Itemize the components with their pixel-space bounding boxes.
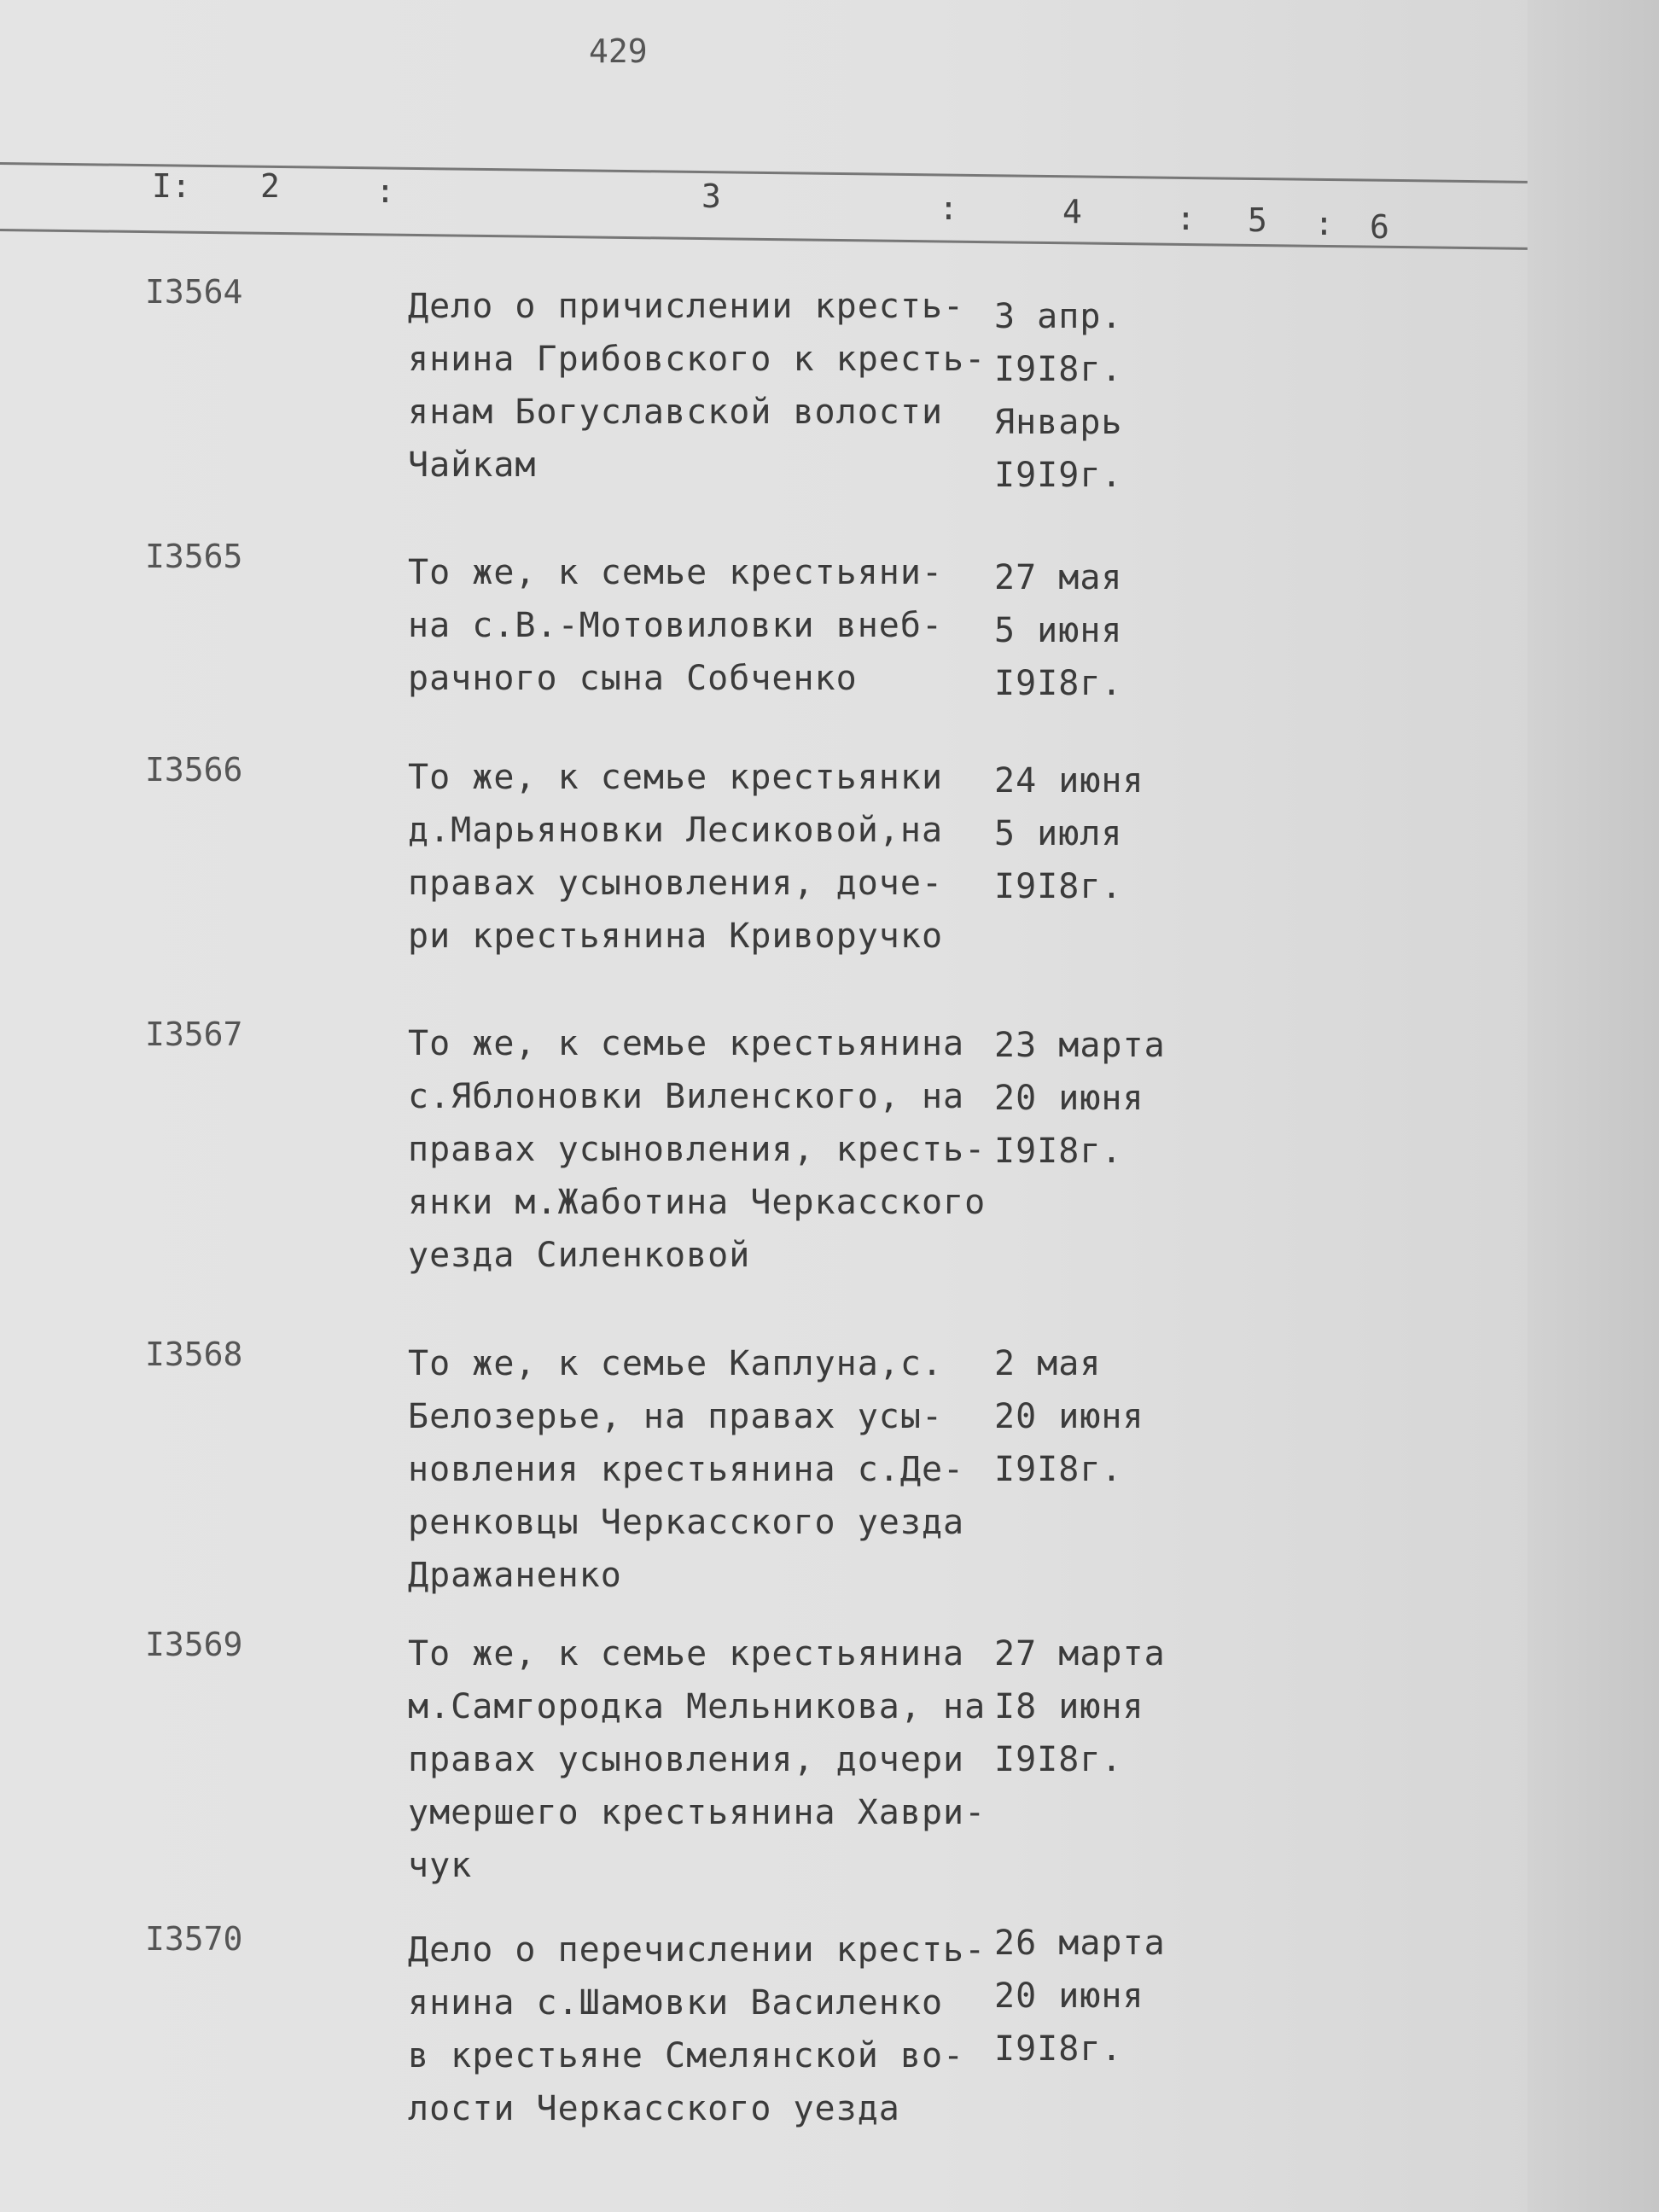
column-header-2: 2 bbox=[260, 167, 280, 205]
entry-description: То же, к семье крестьянки д.Марьяновки Лесиковой,на правах усыновления, доче- ри крестьянина Криворучко bbox=[408, 758, 944, 956]
entry-description: Дело о перечислении кресть- янина с.Шамовки Василенко в крестьяне Смелянской во- лости Черкасского уезда bbox=[408, 1930, 987, 2128]
entry-description: То же, к семье крестьяни- на с.В.-Мотовиловки внеб- рачного сына Собченко bbox=[408, 553, 944, 698]
entry-dates: 2 мая 20 июня I9I8г. bbox=[994, 1344, 1144, 1489]
entry-dates: 23 марта 20 июня I9I8г. bbox=[994, 1026, 1166, 1171]
column-separator: : bbox=[375, 172, 395, 210]
entry-description: То же, к семье крестьянина м.Самгородка Мельникова, на правах усыновления, дочери умершего крестьянина Хаври- чук bbox=[408, 1634, 987, 1885]
entry-id: I3566 bbox=[145, 751, 243, 789]
entry-dates: 27 марта I8 июня I9I8г. bbox=[994, 1634, 1166, 1779]
entry-description: То же, к семье Каплуна,с. Белозерье, на правах усы- новления крестьянина с.Де- ренковцы Черкасского уезда Дражаненко bbox=[408, 1344, 965, 1595]
entry-id: I3570 bbox=[145, 1920, 243, 1958]
entry-dates: 27 мая 5 июня I9I8г. bbox=[994, 558, 1123, 703]
entry-id: I3568 bbox=[145, 1336, 243, 1373]
column-separator: : bbox=[939, 189, 958, 227]
entry-id: I3569 bbox=[145, 1626, 243, 1663]
entry-dates: 26 марта 20 июня I9I8г. bbox=[994, 1924, 1166, 2069]
column-header-6: 6 bbox=[1370, 208, 1389, 246]
entry-dates: 24 июня 5 июля I9I8г. bbox=[994, 761, 1144, 906]
column-header-3: 3 bbox=[701, 178, 721, 215]
column-header-1: I: bbox=[152, 167, 191, 205]
column-header-4: 4 bbox=[1062, 193, 1082, 230]
column-header-5: 5 bbox=[1248, 201, 1267, 239]
entry-dates: 3 апр. I9I8г. Январь I9I9г. bbox=[994, 297, 1123, 495]
entry-id: I3567 bbox=[145, 1016, 243, 1053]
column-separator: : bbox=[1176, 200, 1196, 237]
entry-description: Дело о причислении кресть- янина Грибовского к кресть- янам Богуславской волости Чайкам bbox=[408, 287, 987, 485]
entry-id: I3565 bbox=[145, 538, 243, 575]
column-separator: : bbox=[1314, 205, 1334, 242]
page-number: 429 bbox=[589, 32, 648, 70]
page-edge-shadow bbox=[1528, 0, 1659, 2212]
entry-description: То же, к семье крестьянина с.Яблоновки Виленского, на правах усыновления, кресть- янки м.Жаботина Черкасского уезда Силенковой bbox=[408, 1024, 987, 1275]
entry-id: I3564 bbox=[145, 273, 243, 311]
